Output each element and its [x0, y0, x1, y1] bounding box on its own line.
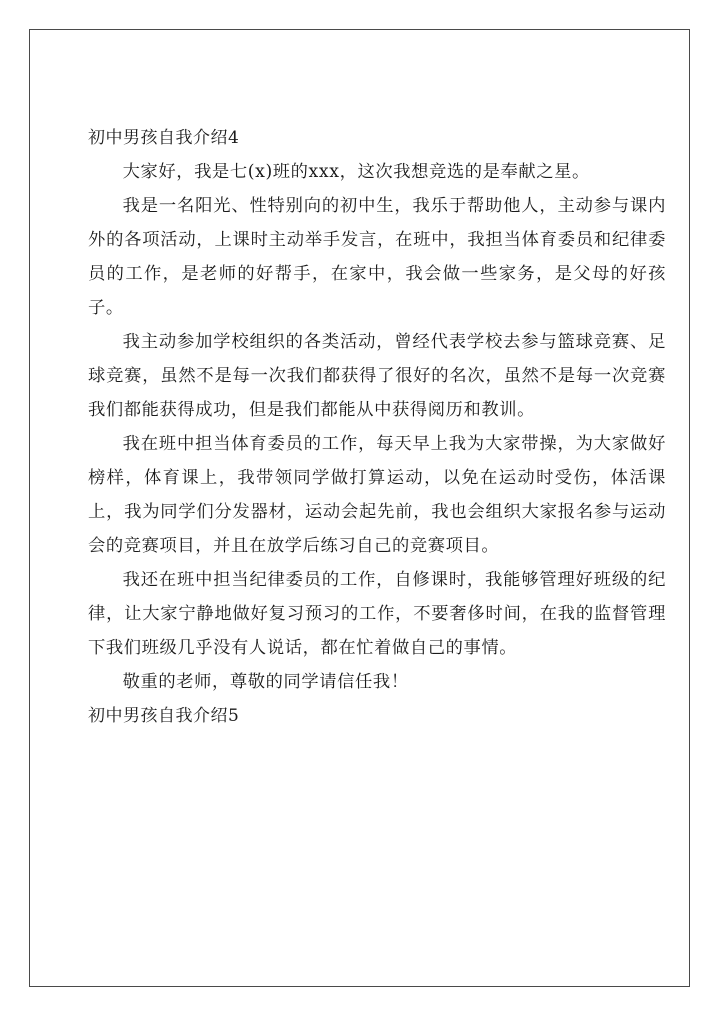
document-page — [29, 29, 690, 987]
document-body — [88, 121, 666, 733]
paragraph-sports-committee: 我在班中担当体育委员的工作，每天早上我为大家带操，为大家做好榜样，体育课上，我带领同学做打算运动，以免在运动时受伤，体活课上，我为同学们分发器材，运动会起先前，我也会组织大家报名参与运动会的竞赛项目，并且在放学后练习自己的竞赛项目。 — [88, 434, 666, 556]
paragraph-closing: 敬重的老师，尊敬的同学请信任我！ — [122, 672, 409, 692]
section-heading: 初中男孩自我介绍4 — [88, 128, 240, 148]
paragraph-greeting: 大家好，我是七(x)班的xxx，这次我想竞选的是奉献之星。 — [122, 162, 590, 182]
paragraph-self-description: 我是一名阳光、性特别向的初中生，我乐于帮助他人，主动参与课内外的各项活动，上课时主动举手发言，在班中，我担当体育委员和纪律委员的工作，是老师的好帮手，在家中，我会做一些家务，是父母的好孩子。 — [88, 196, 666, 318]
paragraph-discipline-committee: 我还在班中担当纪律委员的工作，自修课时，我能够管理好班级的纪律，让大家宁静地做好复习预习的工作，不要奢侈时间，在我的监督管理下我们班级几乎没有人说话，都在忙着做自己的事情。 — [88, 570, 666, 658]
section-heading: 初中男孩自我介绍5 — [88, 706, 240, 726]
paragraph-activities: 我主动参加学校组织的各类活动，曾经代表学校去参与篮球竞赛、足球竞赛，虽然不是每一次我们都获得了很好的名次，虽然不是每一次竞赛我们都能获得成功，但是我们都能从中获得阅历和教训。 — [88, 332, 666, 420]
